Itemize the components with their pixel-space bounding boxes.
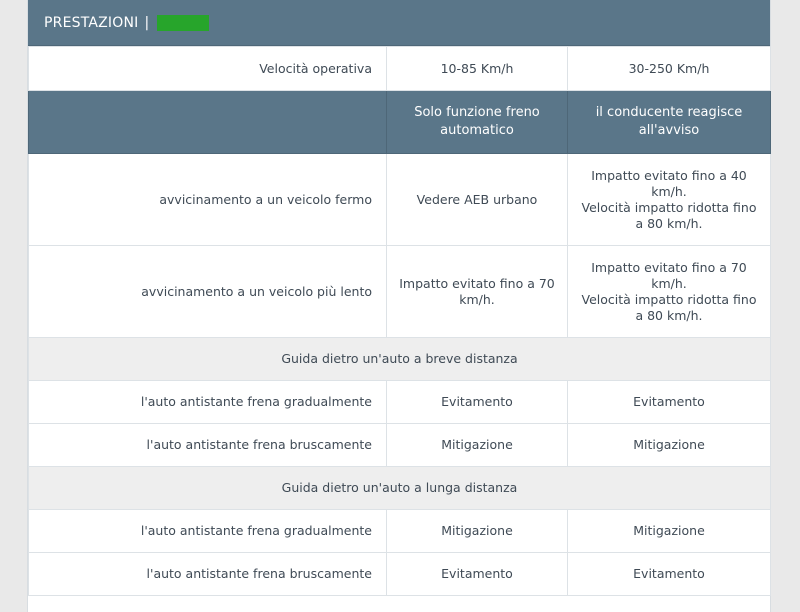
section-label: Guida dietro un'auto a breve distanza (29, 338, 771, 381)
cell-line: Velocità impatto ridotta fino a 80 km/h. (581, 291, 757, 323)
cell-value: Mitigazione (387, 424, 568, 467)
table-row (29, 553, 771, 596)
section-label: Guida dietro un'auto a lunga distanza (29, 467, 771, 510)
rating-indicator-bar (157, 15, 209, 31)
column-header-auto-brake: Solo funzione freno automatico (387, 91, 568, 154)
panel-header (28, 0, 770, 46)
cell-value (568, 154, 771, 246)
row-label: Velocità operativa (29, 47, 387, 91)
cell-line: Velocità impatto ridotta fino a 80 km/h. (581, 199, 757, 231)
row-label: avvicinamento a un veicolo più lento (29, 246, 387, 338)
cell-value: Mitigazione (387, 510, 568, 553)
cell-value: 30-250 Km/h (568, 47, 771, 91)
row-label: avvicinamento a un veicolo fermo (29, 154, 387, 246)
cell-value: Evitamento (387, 381, 568, 424)
section-header-long-distance (29, 467, 771, 510)
column-header-driver-reacts: il conducente reagisce all'avviso (568, 91, 771, 154)
table-row (29, 424, 771, 467)
cell-value: Impatto evitato fino a 70 km/h. (387, 246, 568, 338)
cell-value: Mitigazione (568, 510, 771, 553)
table-row-operating-speed (29, 47, 771, 91)
table-column-headers (29, 91, 771, 154)
cell-value: Vedere AEB urbano (387, 154, 568, 246)
cell-line: Impatto evitato fino a 40 km/h. (591, 167, 747, 199)
row-label: l'auto antistante frena bruscamente (29, 553, 387, 596)
title-separator: | (144, 14, 150, 31)
table-row (29, 246, 771, 338)
cell-value: Evitamento (568, 381, 771, 424)
performance-table (28, 46, 771, 596)
table-row (29, 381, 771, 424)
row-label: l'auto antistante frena gradualmente (29, 510, 387, 553)
cell-value: Evitamento (568, 553, 771, 596)
panel-title: PRESTAZIONI (44, 14, 139, 31)
performance-panel (27, 0, 771, 612)
header-empty-cell (29, 91, 387, 154)
cell-value: Evitamento (387, 553, 568, 596)
row-label: l'auto antistante frena bruscamente (29, 424, 387, 467)
cell-value: 10-85 Km/h (387, 47, 568, 91)
row-label: l'auto antistante frena gradualmente (29, 381, 387, 424)
cell-line: Impatto evitato fino a 70 km/h. (591, 259, 747, 291)
cell-value: Mitigazione (568, 424, 771, 467)
section-header-short-distance (29, 338, 771, 381)
table-row (29, 154, 771, 246)
table-row (29, 510, 771, 553)
cell-value (568, 246, 771, 338)
